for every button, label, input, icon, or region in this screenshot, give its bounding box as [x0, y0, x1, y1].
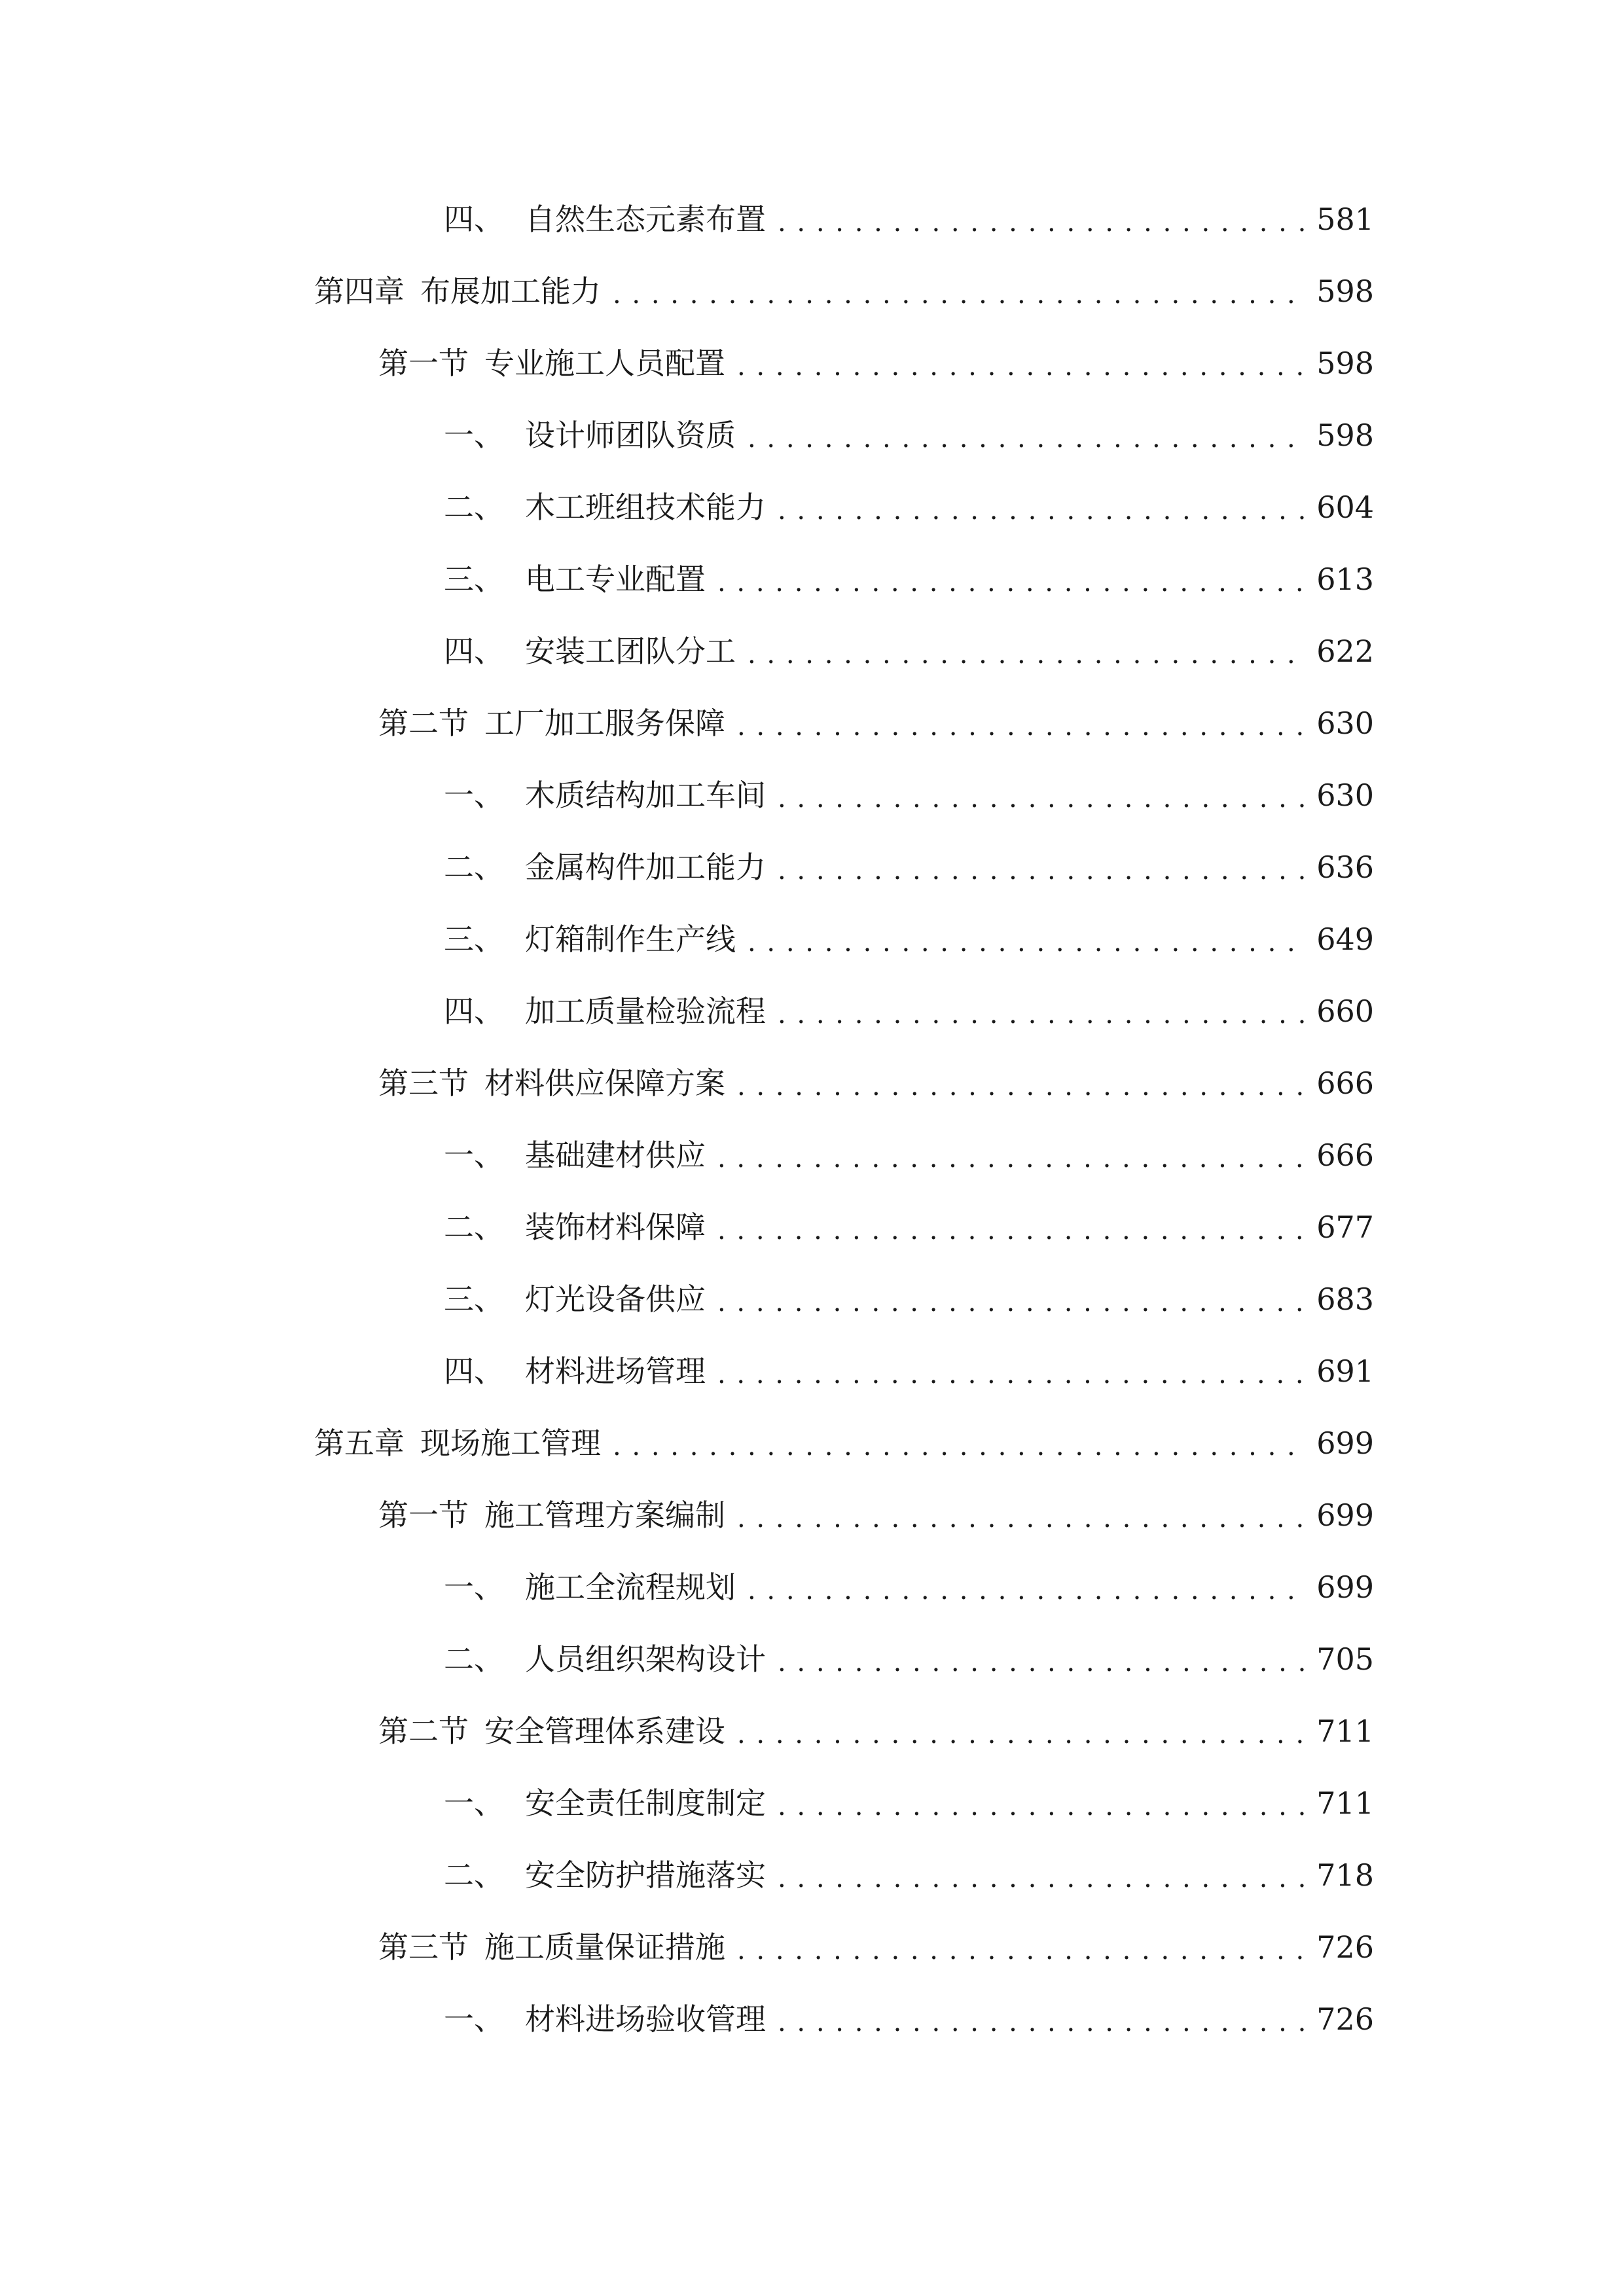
- toc-entry-title: 电工专业配置: [525, 562, 706, 597]
- toc-entry-page-number: 604: [1316, 490, 1374, 525]
- toc-dot-leader: [717, 1273, 1305, 1325]
- toc-dot-leader: [613, 265, 1305, 317]
- toc-entry[interactable]: [378, 1489, 1374, 1541]
- toc-entry-page-number: 699: [1316, 1498, 1374, 1533]
- toc-entry-title: 木工班组技术能力: [525, 490, 766, 525]
- toc-entry[interactable]: [314, 265, 1374, 317]
- toc-entry-title: 安全防护措施落实: [525, 1857, 766, 1893]
- toc-entry-page-number: 718: [1316, 1857, 1374, 1893]
- toc-entry[interactable]: [444, 1993, 1374, 2045]
- toc-entry-number: 第五章: [314, 1426, 405, 1461]
- toc-dot-leader: [717, 1345, 1305, 1397]
- toc-entry[interactable]: [444, 193, 1374, 245]
- toc-entry-number: 第四章: [314, 274, 405, 309]
- toc-entry[interactable]: [444, 1561, 1374, 1613]
- toc-entry[interactable]: [444, 1129, 1374, 1181]
- toc-entry-page-number: 691: [1316, 1354, 1374, 1389]
- toc-entry-number: 二、: [444, 1641, 504, 1677]
- toc-entry-number: 第二节: [378, 706, 469, 741]
- toc-dot-leader: [778, 193, 1305, 245]
- toc-dot-leader: [717, 1129, 1305, 1181]
- toc-entry-page-number: 598: [1316, 418, 1374, 453]
- toc-entry-title: 安装工团队分工: [525, 634, 736, 669]
- toc-dot-leader: [778, 1849, 1305, 1901]
- toc-entry-number: 一、: [444, 418, 504, 453]
- toc-dot-leader: [748, 913, 1305, 965]
- toc-entry-number: 三、: [444, 562, 504, 597]
- toc-entry-number: 第三节: [378, 1929, 469, 1965]
- toc-entry-number: 二、: [444, 1857, 504, 1893]
- toc-entry-page-number: 630: [1316, 706, 1374, 741]
- toc-entry-page-number: 705: [1316, 1641, 1374, 1677]
- toc-dot-leader: [778, 1993, 1305, 2045]
- toc-dot-leader: [778, 769, 1305, 821]
- toc-entry-page-number: 711: [1316, 1785, 1374, 1821]
- toc-entry[interactable]: [378, 1921, 1374, 1973]
- toc-dot-leader: [778, 985, 1305, 1037]
- toc-entry-page-number: 677: [1316, 1210, 1374, 1245]
- toc-entry-title: 安全管理体系建设: [484, 1713, 725, 1749]
- toc-entry-page-number: 613: [1316, 562, 1374, 597]
- toc-dot-leader: [737, 1057, 1305, 1109]
- toc-entry-title: 材料进场验收管理: [525, 2001, 766, 2037]
- toc-entry-number: 二、: [444, 490, 504, 525]
- toc-dot-leader: [737, 1921, 1305, 1973]
- toc-entry-number: 第三节: [378, 1066, 469, 1101]
- toc-entry-title: 基础建材供应: [525, 1138, 706, 1173]
- toc-dot-leader: [737, 337, 1305, 389]
- toc-entry[interactable]: [444, 553, 1374, 605]
- toc-entry-title: 工厂加工服务保障: [484, 706, 725, 741]
- toc-entry-page-number: 630: [1316, 778, 1374, 813]
- toc-dot-leader: [748, 625, 1305, 677]
- toc-entry[interactable]: [378, 1057, 1374, 1109]
- toc-entry-title: 设计师团队资质: [525, 418, 736, 453]
- toc-entry-title: 木质结构加工车间: [525, 778, 766, 813]
- toc-entry-number: 四、: [444, 202, 504, 237]
- toc-entry-title: 安全责任制度制定: [525, 1785, 766, 1821]
- toc-entry[interactable]: [444, 1633, 1374, 1685]
- toc-dot-leader: [737, 1489, 1305, 1541]
- toc-dot-leader: [613, 1417, 1305, 1469]
- toc-entry[interactable]: [378, 1705, 1374, 1757]
- toc-entry-page-number: 660: [1316, 994, 1374, 1029]
- toc-entry-number: 一、: [444, 1138, 504, 1173]
- toc-entry-page-number: 699: [1316, 1426, 1374, 1461]
- toc-dot-leader: [748, 1561, 1305, 1613]
- toc-entry-page-number: 598: [1316, 346, 1374, 381]
- toc-entry-number: 一、: [444, 1785, 504, 1821]
- toc-entry-page-number: 636: [1316, 850, 1374, 885]
- toc-entry-number: 第一节: [378, 1498, 469, 1533]
- toc-entry[interactable]: [378, 697, 1374, 749]
- toc-entry[interactable]: [444, 769, 1374, 821]
- toc-entry-number: 四、: [444, 994, 504, 1029]
- toc-entry-title: 专业施工人员配置: [484, 346, 725, 381]
- toc-entry-page-number: 666: [1316, 1066, 1374, 1101]
- toc-entry[interactable]: [444, 913, 1374, 965]
- toc-entry[interactable]: [444, 481, 1374, 533]
- toc-entry-number: 第一节: [378, 346, 469, 381]
- toc-entry[interactable]: [444, 985, 1374, 1037]
- toc-dot-leader: [778, 841, 1305, 893]
- toc-entry-title: 施工质量保证措施: [484, 1929, 725, 1965]
- toc-entry[interactable]: [378, 337, 1374, 389]
- toc-entry[interactable]: [444, 1201, 1374, 1253]
- toc-entry[interactable]: [314, 1417, 1374, 1469]
- toc-entry[interactable]: [444, 1273, 1374, 1325]
- toc-dot-leader: [737, 1705, 1305, 1757]
- toc-entry-number: 二、: [444, 850, 504, 885]
- toc-entry-title: 金属构件加工能力: [525, 850, 766, 885]
- toc-entry-number: 一、: [444, 1570, 504, 1605]
- toc-entry-title: 人员组织架构设计: [525, 1641, 766, 1677]
- toc-dot-leader: [717, 1201, 1305, 1253]
- toc-entry[interactable]: [444, 1849, 1374, 1901]
- toc-entry-title: 自然生态元素布置: [525, 202, 766, 237]
- toc-entry-number: 四、: [444, 634, 504, 669]
- toc-entry-title: 现场施工管理: [420, 1426, 601, 1461]
- toc-entry-number: 四、: [444, 1354, 504, 1389]
- toc-entry-page-number: 726: [1316, 2001, 1374, 2037]
- toc-entry[interactable]: [444, 1777, 1374, 1829]
- toc-entry-title: 施工管理方案编制: [484, 1498, 725, 1533]
- toc-entry-page-number: 711: [1316, 1713, 1374, 1749]
- toc-entry-number: 第二节: [378, 1713, 469, 1749]
- toc-entry-page-number: 666: [1316, 1138, 1374, 1173]
- toc-dot-leader: [778, 1777, 1305, 1829]
- toc-entry-page-number: 726: [1316, 1929, 1374, 1965]
- toc-entry-title: 灯箱制作生产线: [525, 922, 736, 957]
- toc-entry-page-number: 581: [1316, 202, 1374, 237]
- toc-entry-page-number: 699: [1316, 1570, 1374, 1605]
- toc-entry-title: 灯光设备供应: [525, 1282, 706, 1317]
- toc-entry-page-number: 649: [1316, 922, 1374, 957]
- toc-dot-leader: [748, 409, 1305, 461]
- toc-entry[interactable]: [444, 1345, 1374, 1397]
- toc-entry-number: 一、: [444, 2001, 504, 2037]
- toc-entry-number: 三、: [444, 922, 504, 957]
- toc-entry-number: 一、: [444, 778, 504, 813]
- toc-entry-title: 材料进场管理: [525, 1354, 706, 1389]
- toc-entry[interactable]: [444, 625, 1374, 677]
- toc-entry-title: 布展加工能力: [420, 274, 601, 309]
- toc-entry[interactable]: [444, 841, 1374, 893]
- toc-dot-leader: [778, 1633, 1305, 1685]
- toc-entry-number: 二、: [444, 1210, 504, 1245]
- toc-entry-title: 装饰材料保障: [525, 1210, 706, 1245]
- toc-dot-leader: [778, 481, 1305, 533]
- toc-entry-title: 材料供应保障方案: [484, 1066, 725, 1101]
- toc-entry-number: 三、: [444, 1282, 504, 1317]
- toc-entry-page-number: 683: [1316, 1282, 1374, 1317]
- toc-entry-title: 加工质量检验流程: [525, 994, 766, 1029]
- toc-entry[interactable]: [444, 409, 1374, 461]
- toc-entry-title: 施工全流程规划: [525, 1570, 736, 1605]
- toc-dot-leader: [717, 553, 1305, 605]
- toc-entry-page-number: 622: [1316, 634, 1374, 669]
- toc-entry-page-number: 598: [1316, 274, 1374, 309]
- toc-dot-leader: [737, 697, 1305, 749]
